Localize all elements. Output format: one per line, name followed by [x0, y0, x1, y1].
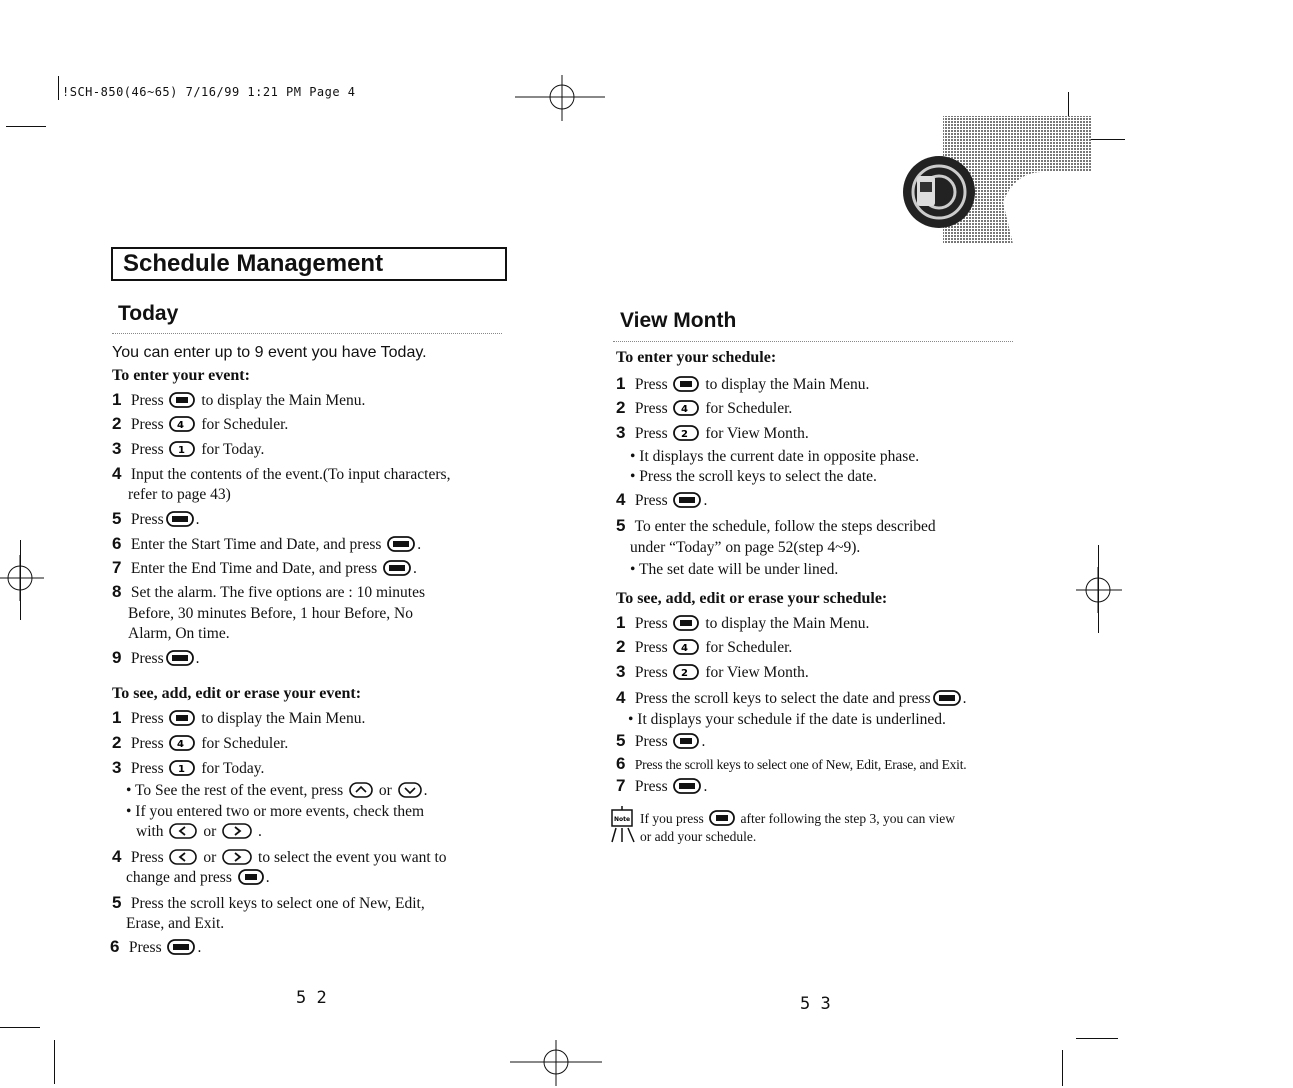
- page-title: Schedule Management: [123, 250, 384, 277]
- list-item: 7 Press .: [616, 776, 708, 795]
- note-icon: [610, 806, 636, 844]
- today-intro: You can enter up to 9 event you have Today.: [112, 344, 427, 361]
- list-item: 5 Press .: [616, 731, 706, 750]
- bullet-item: • It displays the current date in opposite phase.: [630, 448, 920, 465]
- list-item: 3 Press 1 for Today.: [112, 758, 265, 777]
- list-item: 6 Press .: [110, 937, 202, 956]
- list-item-continuation: under “Today” on page 52(step 4~9).: [630, 539, 861, 556]
- list-item: 3 Press 2 for View Month.: [616, 662, 809, 681]
- bullet-item: • If you entered two or more events, check them: [126, 803, 425, 820]
- file-info-header: !SCH-850(46~65) 7/16/99 1:21 PM Page 4: [62, 85, 356, 99]
- crop-mark: [1076, 1038, 1118, 1039]
- list-item: 2 Press 4 for Scheduler.: [112, 414, 289, 433]
- page-number-right: 5 3: [800, 994, 831, 1014]
- menu-key-icon: [169, 710, 195, 726]
- ok-key-icon: [166, 511, 194, 527]
- list-item: 5 Press the scroll keys to select one of New, Edit,: [112, 893, 425, 912]
- see-schedule-heading: To see, add, edit or erase your schedule:: [616, 590, 888, 607]
- list-item: 3 Press 1 for Today.: [112, 439, 265, 458]
- ok-key-icon: [933, 690, 961, 706]
- svg-text:1: 1: [178, 764, 186, 775]
- note-text: If you press after following the step 3, you can view: [640, 811, 955, 826]
- note-text-continuation: or add your schedule.: [640, 829, 757, 844]
- registration-mark-icon: [1076, 567, 1122, 613]
- registration-mark-icon: [510, 1040, 602, 1086]
- list-item: 6 Enter the Start Time and Date, and press .: [112, 534, 422, 553]
- ok-key-icon: [383, 560, 411, 576]
- menu-key-icon: [673, 733, 699, 749]
- bullet-item: • It displays your schedule if the date is underlined.: [628, 711, 946, 728]
- menu-key-icon: [238, 869, 264, 885]
- menu-key-icon: [169, 392, 195, 408]
- bullet-item: • The set date will be under lined.: [630, 561, 839, 578]
- key-4-icon: [169, 735, 195, 751]
- list-item: 4 Input the contents of the event.(To input characters,: [112, 464, 451, 483]
- list-item: 7 Enter the End Time and Date, and press .: [112, 558, 417, 577]
- list-item: 2 Press 4 for Scheduler.: [616, 637, 793, 656]
- section-title-box: [111, 247, 507, 281]
- right-key-icon: [222, 823, 252, 839]
- svg-text:4: 4: [177, 420, 185, 431]
- svg-text:4: 4: [681, 643, 689, 654]
- ok-key-icon: [673, 778, 701, 794]
- crop-mark: [6, 126, 46, 127]
- list-item-continuation: Alarm, On time.: [128, 625, 230, 642]
- view-month-heading: View Month: [620, 309, 737, 332]
- key-1-icon: [169, 441, 195, 457]
- key-4-icon: [673, 400, 699, 416]
- bullet-item: • To See the rest of the event, press or .: [126, 782, 428, 799]
- list-item: 9 Press .: [112, 648, 200, 667]
- ok-key-icon: [387, 536, 415, 552]
- left-key-icon: [169, 823, 197, 839]
- bullet-item-continuation: with or .: [136, 823, 262, 840]
- list-item: 1 Press to display the Main Menu.: [112, 708, 366, 727]
- menu-key-icon: [673, 615, 699, 631]
- svg-text:4: 4: [177, 739, 185, 750]
- menu-key-icon: [709, 810, 735, 826]
- list-item: 2 Press 4 for Scheduler.: [112, 733, 289, 752]
- list-item: 8 Set the alarm. The five options are : 10 minutes: [112, 582, 426, 601]
- list-item: 3 Press 2 for View Month.: [616, 423, 809, 442]
- list-item: 1 Press to display the Main Menu.: [112, 390, 366, 409]
- divider: [613, 341, 1013, 342]
- crop-mark: [54, 1040, 55, 1084]
- list-item: 6 Press the scroll keys to select one of New, Edit, Erase, and Exit.: [616, 754, 967, 773]
- svg-text:2: 2: [681, 668, 689, 679]
- scheduler-graphic-icon: [903, 112, 1091, 246]
- list-item: 2 Press 4 for Scheduler.: [616, 398, 793, 417]
- list-item: 5 To enter the schedule, follow the steps described: [616, 516, 936, 535]
- key-2-icon: [673, 664, 699, 680]
- ok-key-icon: [166, 650, 194, 666]
- list-item-continuation: refer to page 43): [128, 486, 231, 503]
- list-item: 4 Press or to select the event you want to: [112, 847, 447, 866]
- svg-text:1: 1: [178, 445, 186, 456]
- registration-mark-icon: [515, 75, 605, 121]
- key-4-icon: [169, 416, 195, 432]
- crop-mark: [1062, 1050, 1063, 1086]
- down-key-icon: [398, 782, 422, 798]
- up-key-icon: [349, 782, 373, 798]
- divider: [112, 333, 502, 334]
- svg-text:4: 4: [681, 404, 689, 415]
- key-1-icon: [169, 760, 195, 776]
- list-item: 4 Press .: [616, 490, 708, 509]
- left-key-icon: [169, 849, 197, 865]
- svg-text:2: 2: [681, 429, 689, 440]
- list-item: 4 Press the scroll keys to select the date and press .: [616, 688, 967, 707]
- see-event-heading: To see, add, edit or erase your event:: [112, 685, 362, 702]
- list-item-continuation: change and press .: [126, 869, 270, 886]
- key-4-icon: [673, 639, 699, 655]
- today-heading: Today: [118, 302, 179, 325]
- list-item-continuation: Before, 30 minutes Before, 1 hour Before, No: [128, 605, 413, 622]
- list-item: 1 Press to display the Main Menu.: [616, 374, 870, 393]
- right-key-icon: [222, 849, 252, 865]
- list-item-continuation: Erase, and Exit.: [126, 915, 225, 932]
- page-number-left: 5 2: [296, 988, 327, 1008]
- bullet-item: • Press the scroll keys to select the date.: [630, 468, 877, 485]
- svg-text:Note: Note: [614, 816, 631, 823]
- registration-mark-icon: [0, 555, 44, 601]
- list-item: 5 Press .: [112, 509, 200, 528]
- list-item: 1 Press to display the Main Menu.: [616, 613, 870, 632]
- ok-key-icon: [673, 492, 701, 508]
- menu-key-icon: [673, 376, 699, 392]
- ok-key-icon: [167, 939, 195, 955]
- enter-schedule-heading: To enter your schedule:: [616, 349, 777, 366]
- crop-mark: [0, 1027, 40, 1028]
- crop-mark: [58, 76, 59, 100]
- enter-event-heading: To enter your event:: [112, 367, 250, 384]
- key-2-icon: [673, 425, 699, 441]
